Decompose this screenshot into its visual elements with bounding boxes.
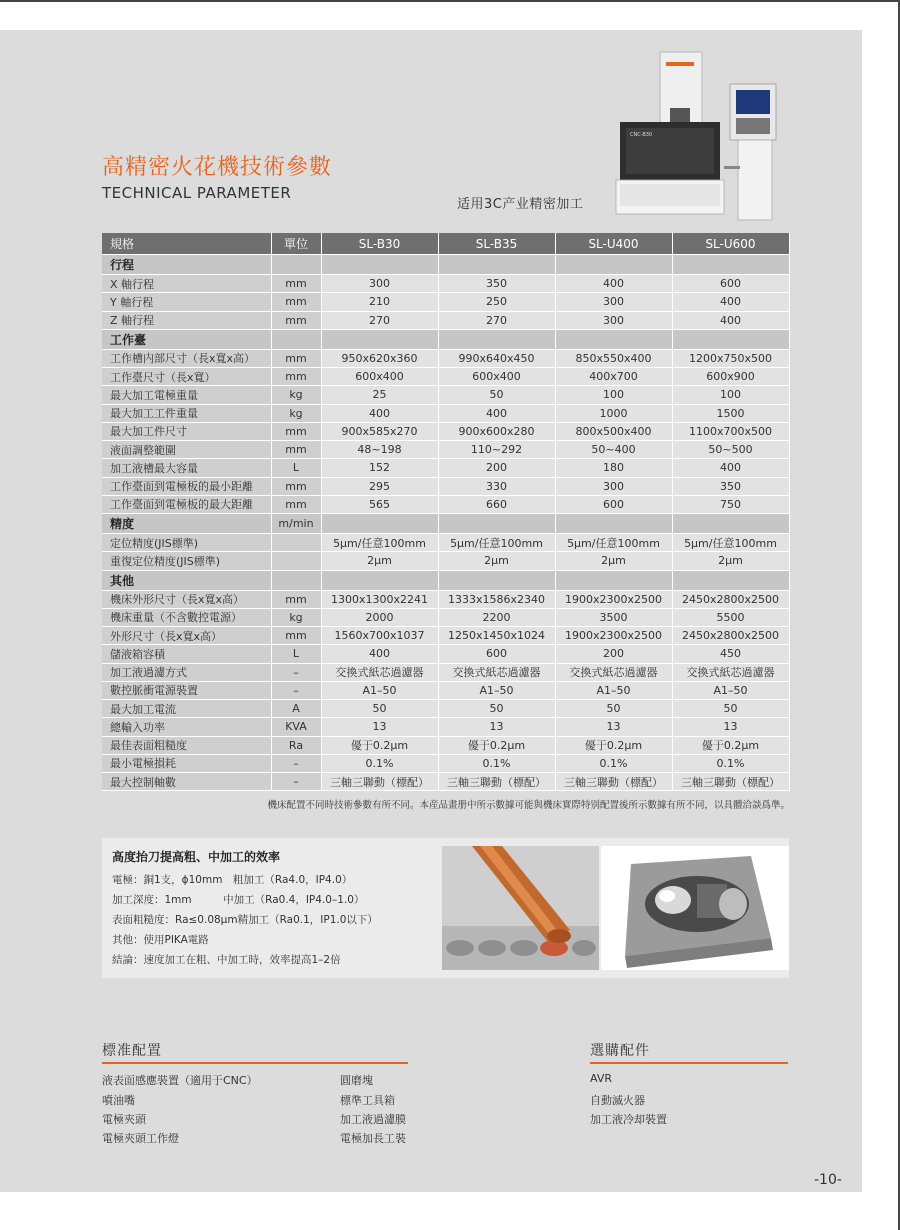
row-value: 5μm/任意100mm <box>555 534 672 552</box>
row-value: 1333x1586x2340 <box>438 590 555 608</box>
row-value: 400 <box>321 404 438 422</box>
row-unit: kg <box>271 404 321 422</box>
row-label: 機床外形尺寸（長x寬x高） <box>102 590 271 608</box>
row-value: 400 <box>555 275 672 293</box>
row-value: 1300x1300x2241 <box>321 590 438 608</box>
section-unit <box>271 329 321 349</box>
row-value: 300 <box>555 477 672 495</box>
section-unit <box>271 570 321 590</box>
row-label: 加工液槽最大容量 <box>102 459 271 477</box>
row-label: Y 軸行程 <box>102 293 271 311</box>
row-unit: mm <box>271 441 321 459</box>
row-value: 優于0.2μm <box>438 736 555 754</box>
table-row <box>102 627 789 645</box>
row-label: 儲液箱容積 <box>102 645 271 663</box>
row-value: 1560x700x1037 <box>321 627 438 645</box>
row-unit: Ra <box>271 736 321 754</box>
row-value: 1000 <box>555 404 672 422</box>
row-label: 工作槽内部尺寸（長x寬x高） <box>102 349 271 367</box>
row-value: 600 <box>555 495 672 513</box>
row-unit: A <box>271 700 321 718</box>
table-row <box>102 773 789 791</box>
standard-item: 電極夾頭工作燈 <box>102 1132 179 1145</box>
row-value: 50~500 <box>672 441 789 459</box>
row-unit <box>271 552 321 570</box>
row-unit: mm <box>271 275 321 293</box>
row-value: 48~198 <box>321 441 438 459</box>
row-value: 0.1% <box>321 754 438 772</box>
machined-mold-photo <box>601 846 789 970</box>
section-cell <box>555 514 672 534</box>
section-row <box>102 329 789 349</box>
section-cell <box>672 570 789 590</box>
subtitle: 适用3C产业精密加工 <box>457 197 584 212</box>
row-unit: kg <box>271 386 321 404</box>
row-label: X 軸行程 <box>102 275 271 293</box>
section-cell <box>321 570 438 590</box>
standard-item: 加工液過濾膜 <box>340 1113 406 1126</box>
row-value: 優于0.2μm <box>321 736 438 754</box>
section-unit: m/min <box>271 514 321 534</box>
row-label: 加工液過濾方式 <box>102 663 271 681</box>
row-value: 350 <box>438 275 555 293</box>
row-value: 5μm/任意100mm <box>672 534 789 552</box>
row-value: 2000 <box>321 608 438 626</box>
efficiency-line: 結論：速度加工在粗、中加工時，效率提高1–2倍 <box>112 954 341 966</box>
table-row <box>102 552 789 570</box>
row-unit: mm <box>271 495 321 513</box>
row-value: 210 <box>321 293 438 311</box>
row-label: 數控脈衝電源裝置 <box>102 681 271 699</box>
table-row <box>102 718 789 736</box>
row-value: 750 <box>672 495 789 513</box>
row-value: 13 <box>438 718 555 736</box>
efficiency-line: 表面粗糙度：Ra≤0.08μm精加工（Ra0.1，IP1.0以下） <box>112 914 378 926</box>
row-value: 1100x700x500 <box>672 422 789 440</box>
row-unit: – <box>271 773 321 791</box>
row-value: 2450x2800x2500 <box>672 627 789 645</box>
table-row <box>102 349 789 367</box>
section-label: 精度 <box>102 514 271 534</box>
row-label: 機床重量（不含數控電源） <box>102 608 271 626</box>
row-value: 270 <box>438 311 555 329</box>
title-cn: 高精密火花機技術參數 <box>102 155 333 180</box>
row-value: 三軸三聯動（標配） <box>438 773 555 791</box>
column-header: SL-U600 <box>672 233 789 255</box>
section-cell <box>438 329 555 349</box>
standard-item: 標準工具箱 <box>340 1094 395 1107</box>
row-value: 180 <box>555 459 672 477</box>
row-value: 250 <box>438 293 555 311</box>
standard-config-rule <box>102 1062 408 1064</box>
row-unit: mm <box>271 477 321 495</box>
section-cell <box>438 570 555 590</box>
table-row <box>102 608 789 626</box>
optional-item: 自動滅火器 <box>590 1094 645 1107</box>
edm-machine-image <box>612 48 788 224</box>
table-row <box>102 681 789 699</box>
row-value: 400 <box>438 404 555 422</box>
row-value: 2μm <box>438 552 555 570</box>
row-value: 400 <box>672 311 789 329</box>
row-value: 交換式紙芯過濾器 <box>672 663 789 681</box>
row-value: 400 <box>672 293 789 311</box>
row-value: A1–50 <box>672 681 789 699</box>
column-header: SL-U400 <box>555 233 672 255</box>
row-value: 300 <box>555 293 672 311</box>
row-value: 850x550x400 <box>555 349 672 367</box>
row-value: 200 <box>438 459 555 477</box>
row-unit: mm <box>271 368 321 386</box>
section-cell <box>321 514 438 534</box>
standard-item: 噴油嘴 <box>102 1094 135 1107</box>
efficiency-title: 高度抬刀提高粗、中加工的效率 <box>112 850 281 864</box>
section-cell <box>321 329 438 349</box>
page-border-top <box>0 0 898 2</box>
row-value: 110~292 <box>438 441 555 459</box>
row-value: 13 <box>672 718 789 736</box>
optional-accessories-rule <box>590 1062 788 1064</box>
spec-table <box>102 233 790 791</box>
row-unit: mm <box>271 627 321 645</box>
row-value: 2μm <box>321 552 438 570</box>
row-value: 3500 <box>555 608 672 626</box>
page-number: -10- <box>814 1172 842 1188</box>
row-unit: mm <box>271 293 321 311</box>
row-value: 優于0.2μm <box>672 736 789 754</box>
row-value: 400 <box>672 459 789 477</box>
section-label: 工作臺 <box>102 329 271 349</box>
row-value: 990x640x450 <box>438 349 555 367</box>
row-value: 2μm <box>555 552 672 570</box>
row-unit: L <box>271 645 321 663</box>
row-value: 三軸三聯動（標配） <box>672 773 789 791</box>
section-cell <box>438 255 555 275</box>
section-row <box>102 255 789 275</box>
row-value: 50~400 <box>555 441 672 459</box>
column-header: 規格 <box>102 233 271 255</box>
efficiency-line: 電極：銅1支，ϕ10mm 粗加工（Ra4.0，IP4.0） <box>112 874 353 886</box>
section-row <box>102 514 789 534</box>
table-row <box>102 422 789 440</box>
column-header: SL-B30 <box>321 233 438 255</box>
section-cell <box>672 329 789 349</box>
row-label: Z 軸行程 <box>102 311 271 329</box>
row-value: 565 <box>321 495 438 513</box>
row-value: 13 <box>321 718 438 736</box>
row-value: 50 <box>555 700 672 718</box>
row-unit: – <box>271 754 321 772</box>
column-header: 單位 <box>271 233 321 255</box>
row-value: 13 <box>555 718 672 736</box>
row-label: 外形尺寸（長x寬x高） <box>102 627 271 645</box>
row-label: 工作臺面到電極板的最小距離 <box>102 477 271 495</box>
row-value: 三軸三聯動（標配） <box>555 773 672 791</box>
table-row <box>102 275 789 293</box>
row-value: 800x500x400 <box>555 422 672 440</box>
row-value: 5500 <box>672 608 789 626</box>
row-value: 295 <box>321 477 438 495</box>
row-unit: – <box>271 681 321 699</box>
row-label: 最小電極損耗 <box>102 754 271 772</box>
row-unit: mm <box>271 422 321 440</box>
row-value: 5μm/任意100mm <box>321 534 438 552</box>
row-value: 交換式紙芯過濾器 <box>438 663 555 681</box>
row-value: 100 <box>672 386 789 404</box>
efficiency-box <box>102 838 789 978</box>
row-value: 2200 <box>438 608 555 626</box>
row-value: 三軸三聯動（標配） <box>321 773 438 791</box>
row-value: 50 <box>438 386 555 404</box>
row-unit <box>271 534 321 552</box>
copper-electrode-photo <box>442 846 599 970</box>
row-value: 優于0.2μm <box>555 736 672 754</box>
section-cell <box>438 514 555 534</box>
standard-item: 液表面感應裝置（適用于CNC） <box>102 1074 258 1087</box>
standard-config-title: 標准配置 <box>102 1043 162 1059</box>
row-value: 2μm <box>672 552 789 570</box>
machine-panel-label: CNC-B30 <box>630 132 653 138</box>
row-value: 600x400 <box>321 368 438 386</box>
row-unit: – <box>271 663 321 681</box>
table-footnote: 機床配置不同時技術參數有所不同。本産品畫册中所示數據可能與機床實際特别配置後所示數據有所不同，以具體洽談爲準。 <box>267 800 790 811</box>
table-row <box>102 477 789 495</box>
section-unit <box>271 255 321 275</box>
standard-item: 電極加長工裝 <box>340 1132 406 1145</box>
row-value: 100 <box>555 386 672 404</box>
row-value: A1–50 <box>321 681 438 699</box>
row-value: 400 <box>321 645 438 663</box>
row-label: 定位精度(JIS標準) <box>102 534 271 552</box>
row-label: 最大加工件尺寸 <box>102 422 271 440</box>
section-cell <box>672 514 789 534</box>
row-value: 5μm/任意100mm <box>438 534 555 552</box>
row-label: 重復定位精度(JIS標準) <box>102 552 271 570</box>
table-row <box>102 293 789 311</box>
row-value: 270 <box>321 311 438 329</box>
standard-item: 電極夾頭 <box>102 1113 146 1126</box>
row-value: 2450x2800x2500 <box>672 590 789 608</box>
table-row <box>102 663 789 681</box>
row-value: 300 <box>555 311 672 329</box>
row-value: 950x620x360 <box>321 349 438 367</box>
row-label: 液面調整範圍 <box>102 441 271 459</box>
optional-item: AVR <box>590 1072 612 1085</box>
table-row <box>102 311 789 329</box>
efficiency-line: 其他：使用PIKA電路 <box>112 934 209 946</box>
row-label: 最大加工電極重量 <box>102 386 271 404</box>
row-label: 最佳表面粗糙度 <box>102 736 271 754</box>
row-value: 350 <box>672 477 789 495</box>
row-value: 152 <box>321 459 438 477</box>
row-value: 660 <box>438 495 555 513</box>
row-value: A1–50 <box>438 681 555 699</box>
table-row <box>102 386 789 404</box>
row-unit: KVA <box>271 718 321 736</box>
row-value: 600 <box>672 275 789 293</box>
section-cell <box>555 329 672 349</box>
row-label: 工作臺面到電極板的最大距離 <box>102 495 271 513</box>
optional-item: 加工液冷却裝置 <box>590 1113 667 1126</box>
row-value: 50 <box>672 700 789 718</box>
row-value: 0.1% <box>672 754 789 772</box>
table-row <box>102 368 789 386</box>
table-row <box>102 645 789 663</box>
row-value: 1500 <box>672 404 789 422</box>
row-value: 1900x2300x2500 <box>555 627 672 645</box>
row-value: 50 <box>321 700 438 718</box>
row-value: 0.1% <box>438 754 555 772</box>
row-value: 450 <box>672 645 789 663</box>
row-unit: L <box>271 459 321 477</box>
table-row <box>102 404 789 422</box>
row-value: 200 <box>555 645 672 663</box>
row-value: A1–50 <box>555 681 672 699</box>
row-label: 總輸入功率 <box>102 718 271 736</box>
row-label: 最大加工電流 <box>102 700 271 718</box>
section-cell <box>321 255 438 275</box>
section-label: 行程 <box>102 255 271 275</box>
section-row <box>102 570 789 590</box>
efficiency-line: 加工深度：1mm 中加工（Ra0.4，IP4.0–1.0） <box>112 894 365 906</box>
row-value: 900x585x270 <box>321 422 438 440</box>
section-cell <box>555 255 672 275</box>
row-label: 最大加工工件重量 <box>102 404 271 422</box>
table-header-row <box>102 233 789 255</box>
row-value: 400x700 <box>555 368 672 386</box>
standard-item: 圓磨塊 <box>340 1074 373 1087</box>
row-value: 330 <box>438 477 555 495</box>
row-value: 600x400 <box>438 368 555 386</box>
row-value: 交換式紙芯過濾器 <box>555 663 672 681</box>
row-value: 600 <box>438 645 555 663</box>
row-value: 0.1% <box>555 754 672 772</box>
title-en: TECHNICAL PARAMETER <box>102 184 292 202</box>
row-value: 1250x1450x1024 <box>438 627 555 645</box>
section-cell <box>672 255 789 275</box>
row-unit: mm <box>271 349 321 367</box>
row-unit: kg <box>271 608 321 626</box>
row-label: 最大控制軸數 <box>102 773 271 791</box>
table-row <box>102 754 789 772</box>
table-row <box>102 441 789 459</box>
table-row <box>102 534 789 552</box>
column-header: SL-B35 <box>438 233 555 255</box>
row-label: 工作臺尺寸（長x寬） <box>102 368 271 386</box>
table-row <box>102 459 789 477</box>
table-row <box>102 495 789 513</box>
row-value: 300 <box>321 275 438 293</box>
optional-accessories-title: 選購配件 <box>590 1043 650 1059</box>
table-row <box>102 736 789 754</box>
row-value: 900x600x280 <box>438 422 555 440</box>
row-value: 25 <box>321 386 438 404</box>
table-row <box>102 700 789 718</box>
table-row <box>102 590 789 608</box>
row-value: 交換式紙芯過濾器 <box>321 663 438 681</box>
section-label: 其他 <box>102 570 271 590</box>
row-value: 1200x750x500 <box>672 349 789 367</box>
row-unit: mm <box>271 311 321 329</box>
section-cell <box>555 570 672 590</box>
row-value: 50 <box>438 700 555 718</box>
row-unit: mm <box>271 590 321 608</box>
row-value: 1900x2300x2500 <box>555 590 672 608</box>
row-value: 600x900 <box>672 368 789 386</box>
